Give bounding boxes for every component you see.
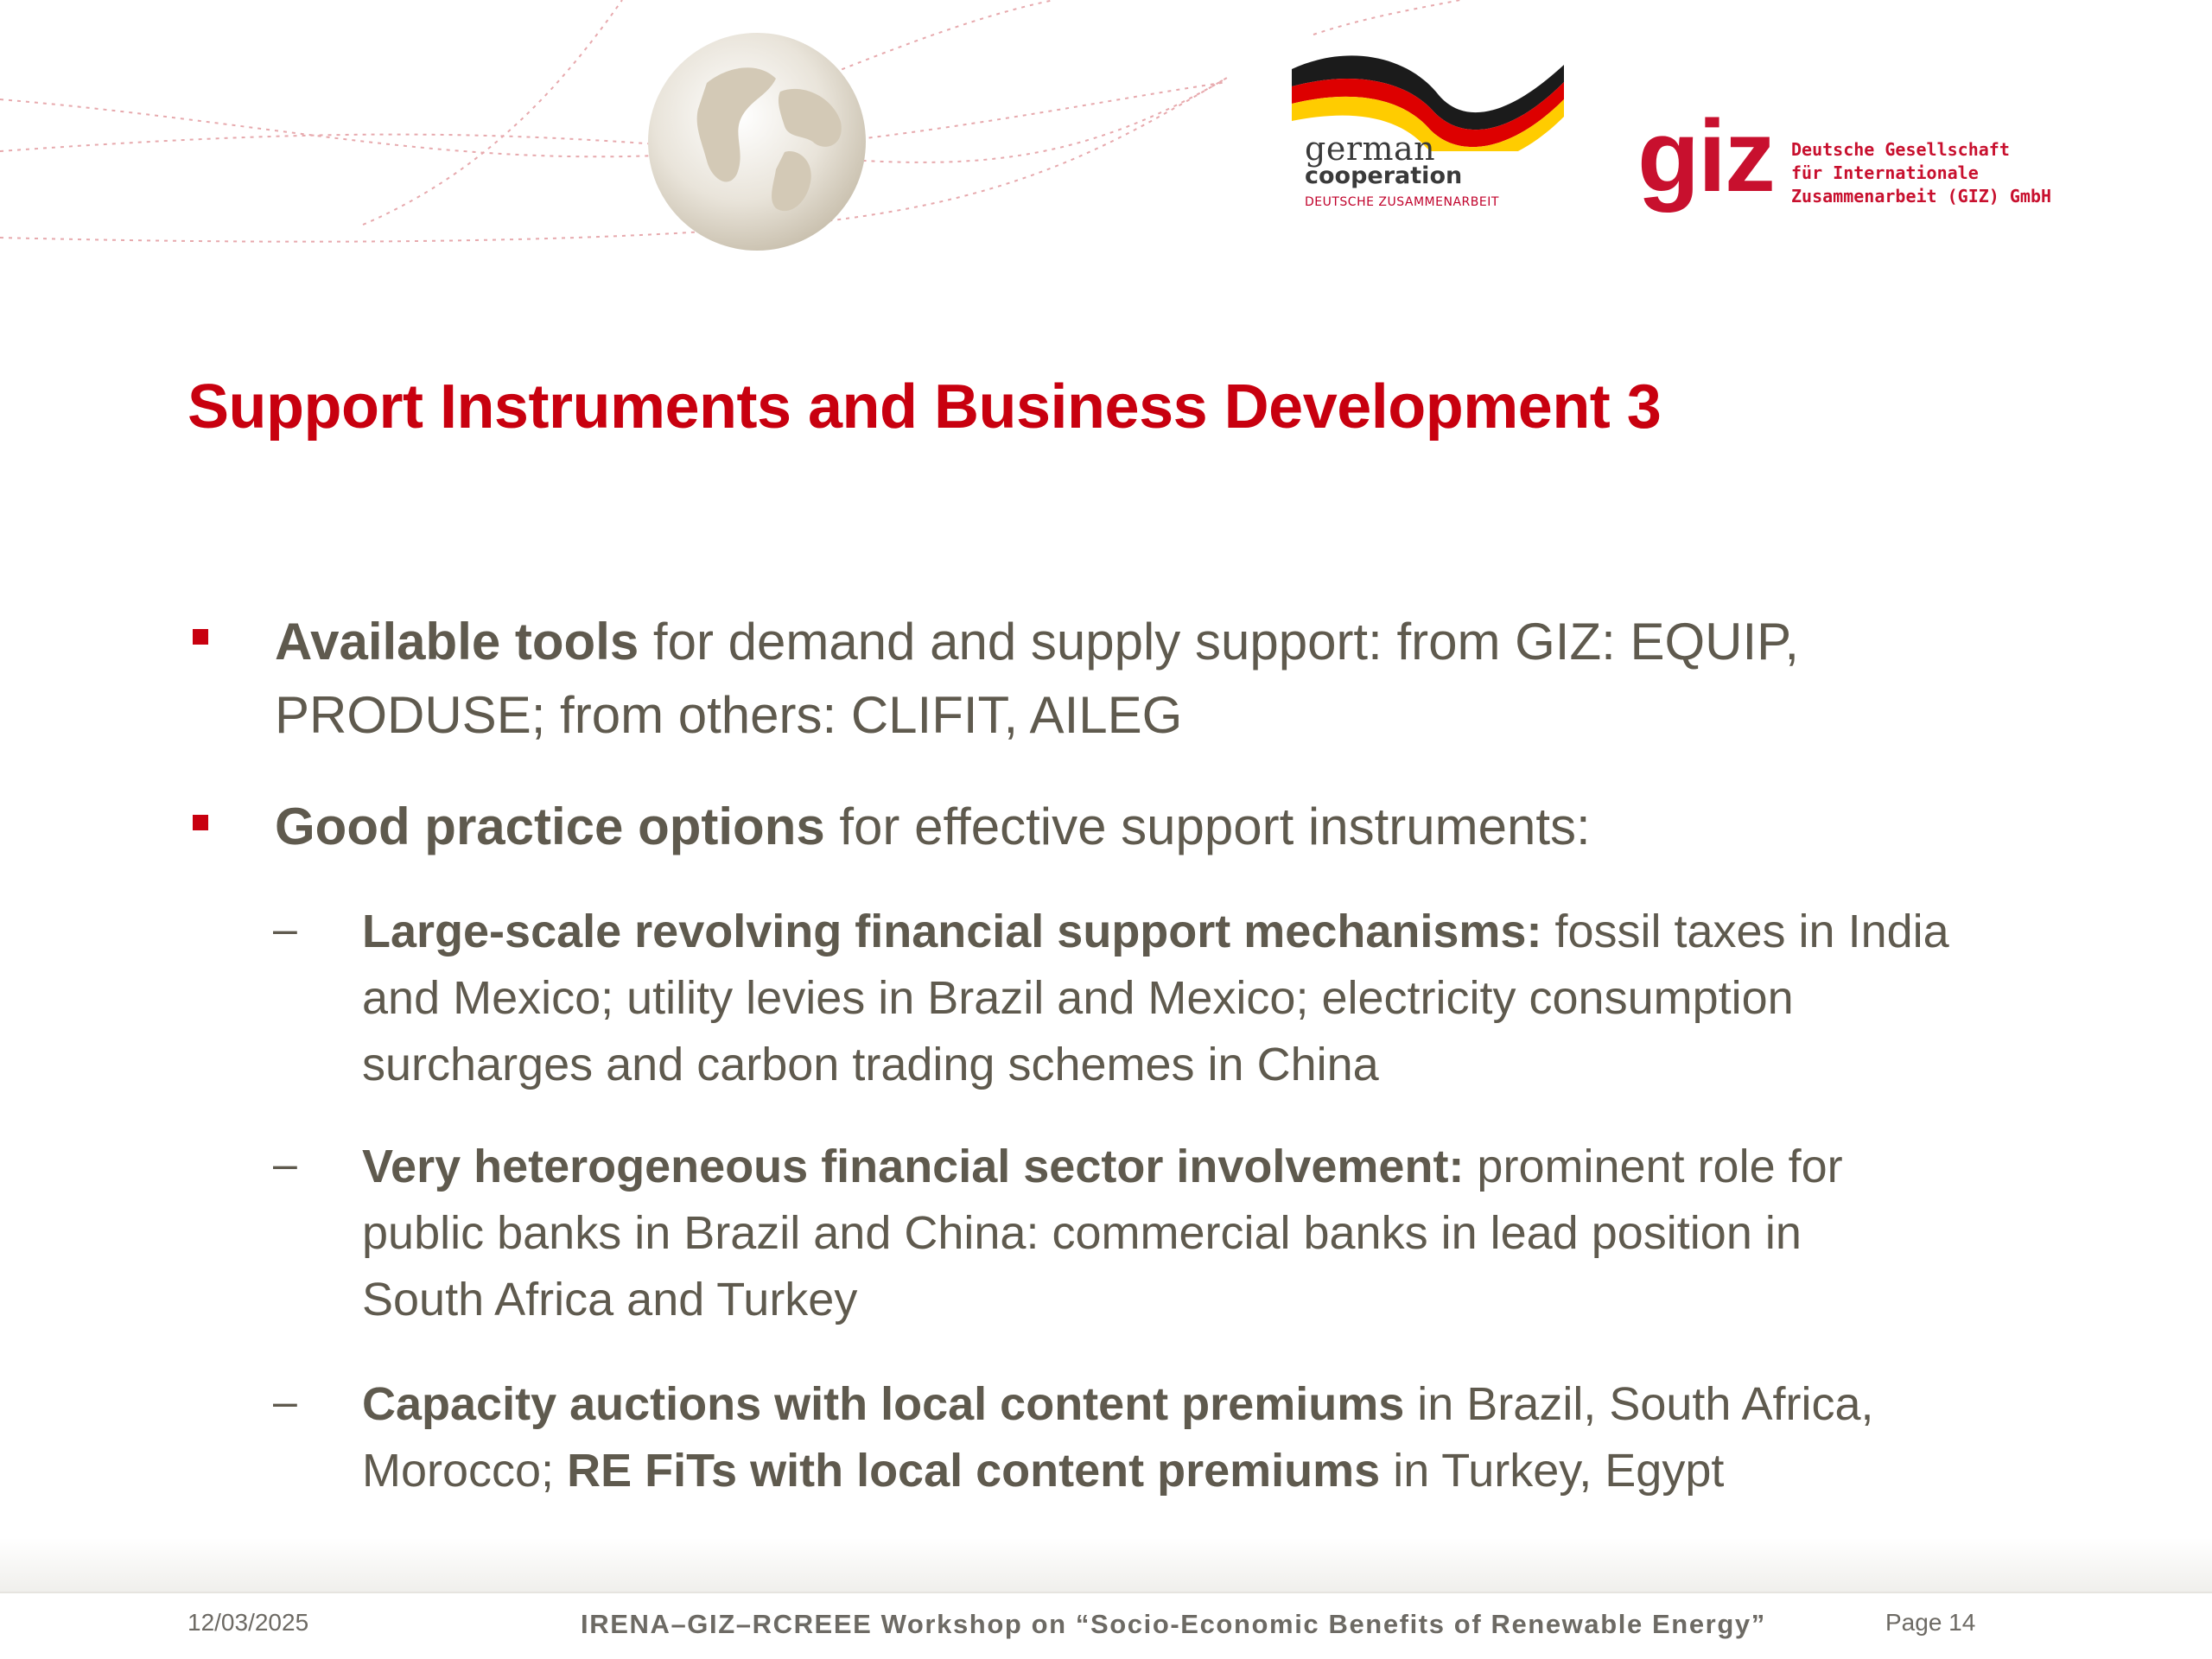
sub-bullet-financial-sector	[362, 1134, 2056, 1333]
giz-name-line3: Zusammenarbeit (GIZ) GmbH	[1791, 186, 2052, 207]
giz-wordmark: giz	[1637, 99, 1774, 213]
german-cooperation-line3: DEUTSCHE ZUSAMMENARBEIT	[1305, 195, 1499, 209]
bullet-good-practice	[275, 790, 2003, 863]
slide-title: Support Instruments and Business Development 3	[188, 372, 1662, 442]
footer-event-title: IRENA–GIZ–RCREEE Workshop on “Socio-Economic Benefits of Renewable Energy”	[581, 1609, 1766, 1639]
bullet-square-icon	[193, 629, 208, 645]
footer-page-number: Page 14	[1885, 1609, 1976, 1636]
german-cooperation-logo	[1287, 48, 1573, 220]
sub-bullet-text: prominent role for	[1464, 1141, 1843, 1192]
giz-name-line1: Deutsche Gesellschaft	[1791, 139, 2010, 160]
bullet-bold-text: Good practice options	[275, 798, 825, 855]
bullet-text: for demand and supply support: from GIZ: EQUIP,	[639, 613, 1800, 671]
sub-bullet-text-line2: public banks in Brazil and China: commercial banks in lead position in	[362, 1207, 1802, 1259]
sub-bullet-bold-text: Capacity auctions with local content premiums	[362, 1378, 1405, 1430]
giz-name-line2: für Internationale	[1791, 162, 1979, 183]
sub-bullet-text-line3: South Africa and Turkey	[362, 1274, 858, 1325]
giz-logo	[1637, 99, 2069, 225]
sub-bullet-bold-text: Large-scale revolving financial support mechanisms:	[362, 906, 1542, 957]
sub-bullet-revolving-mechanisms	[362, 899, 2056, 1098]
dash-icon: –	[273, 1140, 297, 1188]
sub-bullet-text-line2: and Mexico; utility levies in Brazil and Mexico; electricity consumption	[362, 972, 1794, 1024]
footer-divider	[0, 1592, 2212, 1593]
german-cooperation-line2: cooperation	[1305, 162, 1463, 189]
german-cooperation-line1: german	[1305, 130, 1436, 168]
sub-bullet-text: fossil taxes in India	[1541, 906, 1949, 957]
sub-bullet-text-line2: Morocco;	[362, 1445, 568, 1497]
bullet-bold-text: Available tools	[275, 613, 639, 671]
sub-bullet-bold-text-line2: RE FiTs with local content premiums	[567, 1445, 1381, 1497]
bullet-text-line2: PRODUSE; from others: CLIFIT, AILEG	[275, 686, 1183, 744]
globe-icon	[646, 31, 868, 252]
bullet-text: for effective support instruments:	[824, 798, 1591, 855]
giz-organization-name	[1791, 138, 2051, 208]
sub-bullet-bold-text: Very heterogeneous financial sector involvement:	[362, 1141, 1465, 1192]
sub-bullet-text: in Brazil, South Africa,	[1404, 1378, 1874, 1430]
sub-bullet-text-line2-end: in Turkey, Egypt	[1380, 1445, 1725, 1497]
dash-icon: –	[273, 905, 297, 953]
bullet-available-tools	[275, 605, 2003, 752]
dash-icon: –	[273, 1377, 297, 1426]
footer-band	[0, 1538, 2212, 1592]
footer-date: 12/03/2025	[188, 1609, 309, 1636]
sub-bullet-capacity-auctions	[362, 1371, 2056, 1504]
sub-bullet-text-line3: surcharges and carbon trading schemes in China	[362, 1039, 1379, 1090]
bullet-square-icon	[193, 815, 208, 830]
